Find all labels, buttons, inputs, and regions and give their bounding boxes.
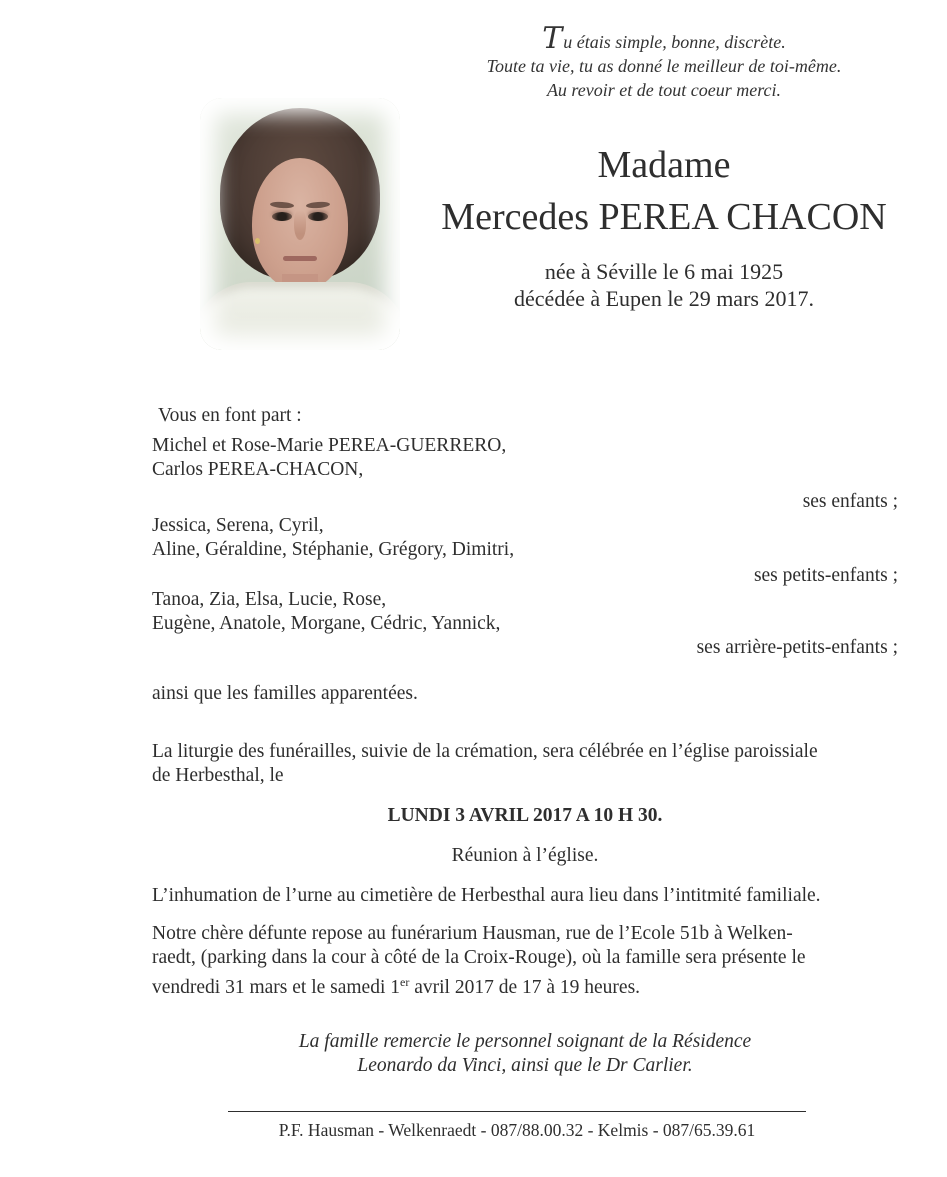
quote-line-1-text: u étais simple, bonne, discrète.: [563, 32, 786, 52]
grandchildren-name-line: Aline, Géraldine, Stéphanie, Grégory, Dimitri,: [152, 539, 515, 560]
quote-line-1: [418, 21, 910, 56]
children-name-line: Carlos PEREA-CHACON,: [152, 459, 364, 480]
liturgy-line-1: La liturgie des funérailles, suivie de la crémation, sera célébrée en l’église paroissiale: [152, 741, 818, 762]
children-name-line: Michel et Rose-Marie PEREA-GUERRERO,: [152, 435, 507, 456]
quote-drop-cap: T: [542, 21, 563, 56]
announcement-intro: Vous en font part :: [158, 405, 302, 426]
deceased-title-block: [418, 140, 910, 312]
portrait-vignette: [200, 98, 400, 350]
liturgy-line-2: de Herbesthal, le: [152, 765, 284, 786]
portrait-photo: [200, 98, 400, 350]
repose-line-2: raedt, (parking dans la cour à côté de la Croix-Rouge), où la famille sera présente le: [152, 947, 806, 968]
related-families-line: ainsi que les familles apparentées.: [152, 683, 418, 704]
thanks-line-2: Leonardo da Vinci, ainsi que le Dr Carlier.: [357, 1055, 693, 1076]
death-info: décédée à Eupen le 29 mars 2017.: [514, 286, 814, 311]
ordinal-superscript: er: [400, 975, 410, 989]
repose-line-3: [152, 970, 898, 1000]
memorial-quote: [418, 21, 910, 102]
funeral-home-contact: P.F. Hausman - Welkenraedt - 087/88.00.32 - Kelmis - 087/65.39.61: [278, 1120, 756, 1140]
thanks-line-1: La famille remercie le personnel soignant de la Résidence: [298, 1031, 752, 1052]
repose-line-3-post: avril 2017 de 17 à 19 heures.: [409, 977, 641, 998]
great-grandchildren-name-line: Eugène, Anatole, Morgane, Cédric, Yannick,: [152, 613, 501, 634]
meeting-info: Réunion à l’église.: [451, 845, 599, 866]
deceased-name: Mercedes PEREA CHACON: [441, 196, 887, 238]
repose-line-1: Notre chère défunte repose au funérarium Hausman, rue de l’Ecole 51b à Welken-: [152, 923, 793, 944]
children-label: ses enfants ;: [802, 491, 898, 512]
grandchildren-label: ses petits-enfants ;: [753, 565, 898, 586]
burial-info: L’inhumation de l’urne au cimetière de Herbesthal aura lieu dans l’intitmité familiale.: [152, 885, 821, 906]
grandchildren-name-line: Jessica, Serena, Cyril,: [152, 515, 324, 536]
great-grandchildren-label: ses arrière-petits-enfants ;: [696, 637, 898, 658]
repose-line-3-pre: vendredi 31 mars et le samedi 1: [152, 977, 401, 998]
funeral-home-footer: [228, 1111, 806, 1142]
announcement-body: [152, 404, 898, 1078]
quote-line-2: Toute ta vie, tu as donné le meilleur de toi-même.: [486, 56, 842, 76]
deceased-honorific: Madame: [597, 144, 731, 186]
great-grandchildren-name-line: Tanoa, Zia, Elsa, Lucie, Rose,: [152, 589, 387, 610]
quote-line-3: Au revoir et de tout coeur merci.: [546, 80, 782, 100]
birth-info: née à Séville le 6 mai 1925: [544, 259, 784, 284]
ceremony-date: LUNDI 3 AVRIL 2017 A 10 H 30.: [387, 805, 663, 826]
